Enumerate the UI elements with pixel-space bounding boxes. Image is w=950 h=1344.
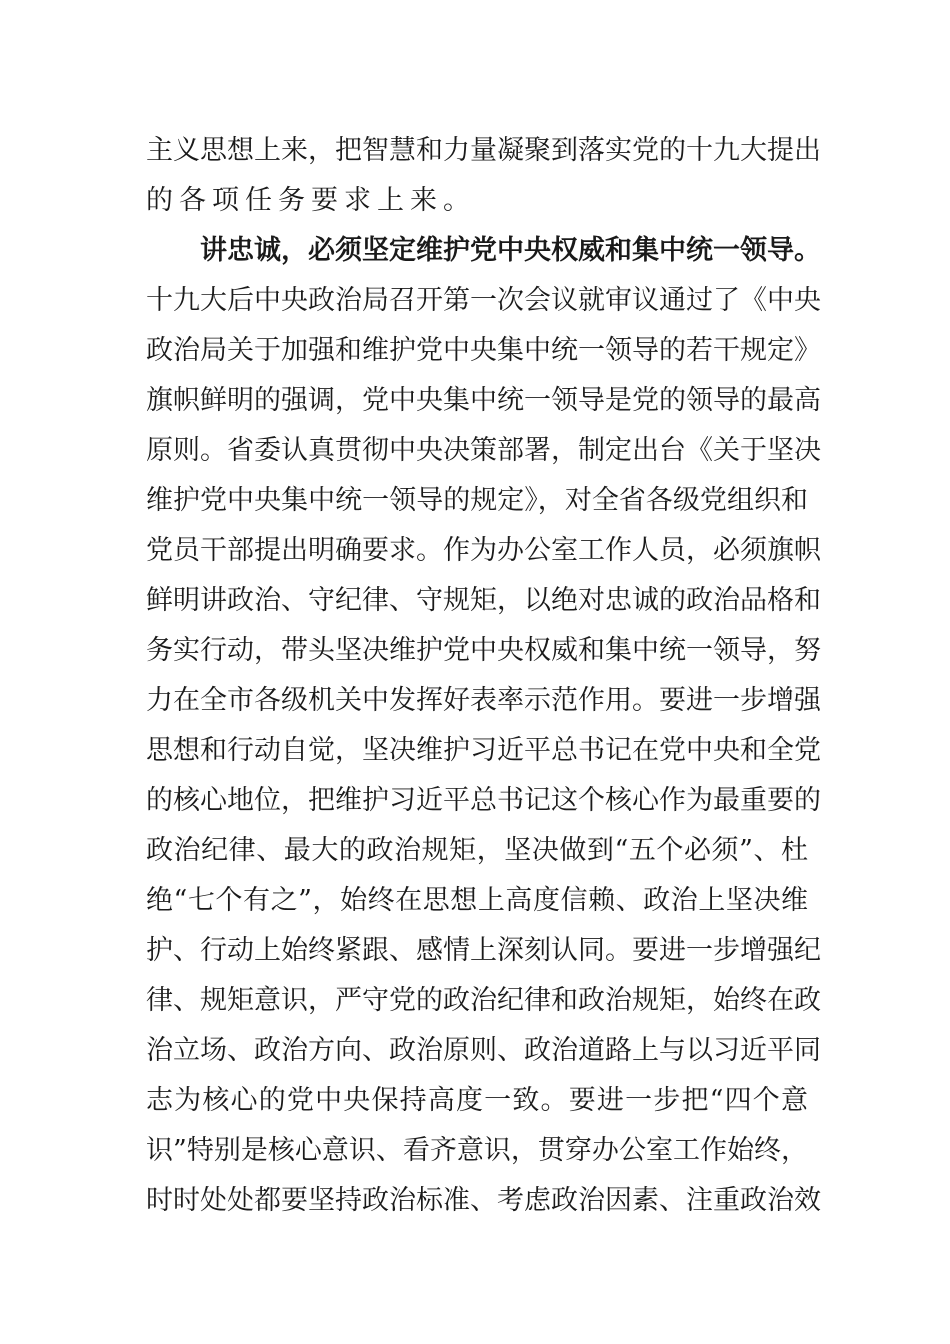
paragraph-2-line-12: 政治纪律、最大的政治规矩，坚决做到“五个必须”、杜 [146,835,808,866]
paragraph-2-line-17: 志为核心的党中央保持高度一致。要进一步把“四个意 [146,1085,808,1116]
paragraph-2-line-1: 十九大后中央政治局召开第一次会议就审议通过了《中央 [146,285,821,316]
paragraph-2-line-11: 的核心地位，把维护习近平总书记这个核心作为最重要的 [146,785,821,816]
paragraph-1-line-1: 主义思想上来，把智慧和力量凝聚到落实党的十九大提出 [146,135,821,166]
paragraph-2-line-9: 力在全市各级机关中发挥好表率示范作用。要进一步增强 [146,685,821,716]
paragraph-2-line-3: 旗帜鲜明的强调，党中央集中统一领导是党的领导的最高 [146,385,821,416]
paragraph-2-line-5: 维护党中央集中统一领导的规定》，对全省各级党组织和 [146,485,808,516]
paragraph-2-line-13: 绝“七个有之”，始终在思想上高度信赖、政治上坚决维 [146,885,808,916]
paragraph-2-line-19: 时时处处都要坚持政治标准、考虑政治因素、注重政治效 [146,1185,821,1216]
paragraph-2-heading: 讲忠诚，必须坚定维护党中央权威和集中统一领导。 [200,235,821,266]
paragraph-2-line-18: 识”特别是核心意识、看齐意识，贯穿办公室工作始终， [146,1135,808,1166]
paragraph-2-line-14: 护、行动上始终紧跟、感情上深刻认同。要进一步增强纪 [146,935,821,966]
paragraph-2-line-8: 务实行动，带头坚决维护党中央权威和集中统一领导，努 [146,635,821,666]
paragraph-2-line-7: 鲜明讲政治、守纪律、守规矩，以绝对忠诚的政治品格和 [146,585,821,616]
paragraph-2-line-10: 思想和行动自觉，坚决维护习近平总书记在党中央和全党 [146,735,821,766]
paragraph-1-line-2: 的各项任务要求上来。 [146,185,476,216]
paragraph-2-line-2: 政治局关于加强和维护党中央集中统一领导的若干规定》 [146,335,821,366]
paragraph-2-line-4: 原则。省委认真贯彻中央决策部署，制定出台《关于坚决 [146,435,821,466]
paragraph-2-line-16: 治立场、政治方向、政治原则、政治道路上与以习近平同 [146,1035,821,1066]
paragraph-2-line-15: 律、规矩意识，严守党的政治纪律和政治规矩，始终在政 [146,985,821,1016]
paragraph-2-line-6: 党员干部提出明确要求。作为办公室工作人员，必须旗帜 [146,535,821,566]
